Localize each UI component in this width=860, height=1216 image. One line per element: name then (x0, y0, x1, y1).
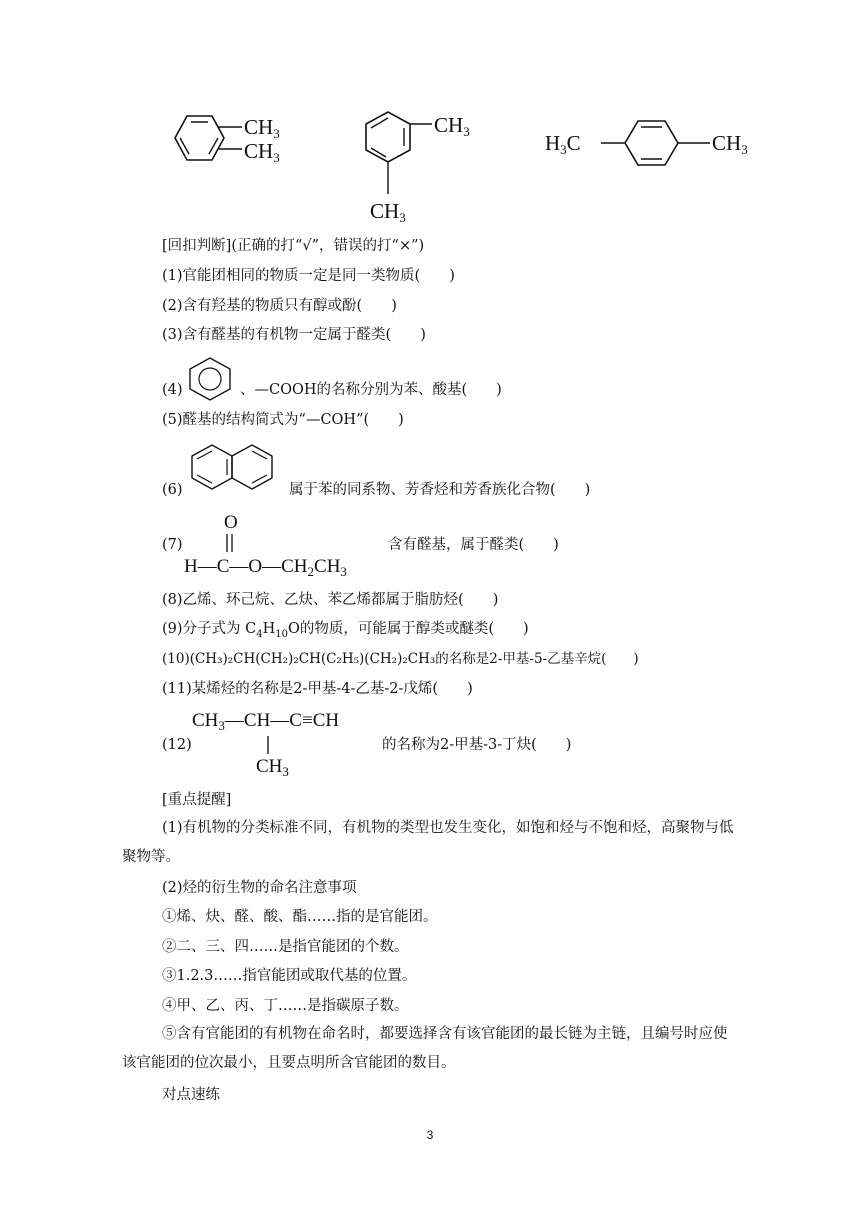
question-9: (9)分子式为 $C_4H_{10}O$的物质，可能属于醇类或醚类( ) (162, 621, 529, 640)
question-4-number: (4) (162, 382, 183, 398)
reminder-para-5: ③1.2.3……指官能团或取代基的位置。 (162, 968, 417, 984)
reminder-title: [重点提醒] (162, 792, 232, 808)
svg-text:H—C—O—CH2CH3: $H—C—O—CH_2CH_3$ (184, 556, 347, 579)
question-4-text: 、—COOH的名称分别为苯、酸基( ) (240, 382, 502, 398)
question-6-number: (6) (162, 482, 183, 498)
svg-text:CH3: CH3 (370, 199, 406, 225)
reminder-para-6: ④甲、乙、丙、丁……是指碳原子数。 (162, 998, 409, 1014)
question-10: (10)(CH₃)₂CH(CH₂)₂CH(C₂H₅)(CH₂)₂CH₃的名称是2-甲基-5-乙基辛烷( ) (162, 651, 639, 667)
ortho-xylene-structure (160, 108, 310, 188)
benzene-ring-icon (186, 356, 236, 400)
question-11: (11)某烯烃的名称是2-甲基-4-乙基-2-戊烯( ) (162, 681, 473, 697)
meta-xylene-structure (350, 108, 500, 228)
question-3: (3)含有醛基的有机物一定属于醛类( ) (162, 327, 426, 343)
question-1: (1)官能团相同的物质一定是同一类物质( ) (162, 268, 455, 284)
svg-text:CH3—CH—C≡CH: $CH_3—CH—C\equiv CH$ (192, 710, 340, 733)
question-6-text: 属于苯的同系物、芳香烃和芳香族化合物( ) (289, 482, 591, 498)
practice-heading: 对点速练 (162, 1087, 220, 1103)
svg-text:CH3: CH3 (434, 113, 470, 139)
question-5: (5)醛基的结构简式为“—COH”( ) (162, 412, 404, 428)
svg-text:O: O (224, 512, 238, 533)
para-xylene-structure (545, 112, 775, 182)
svg-text:CH3: $CH_3$ (256, 756, 289, 779)
question-7-number: (7) (162, 537, 183, 553)
ethyl-formate-structure (182, 508, 392, 578)
page-number: 3 (426, 1128, 434, 1142)
question-12-text: 的名称为2-甲基-3-丁炔( ) (382, 737, 572, 753)
judgment-header: [回扣判断](正确的打“√”，错误的打“×”) (162, 238, 425, 254)
question-8: (8)乙烯、环己烷、乙炔、苯乙烯都属于脂肪烃( ) (162, 592, 499, 608)
question-2: (2)含有羟基的物质只有醇或酚( ) (162, 298, 397, 314)
reminder-para-3: ①烯、炔、醛、酸、酯……指的是官能团。 (162, 909, 438, 925)
question-7-text: 含有醛基，属于醛类( ) (388, 537, 559, 553)
svg-text:CH3: CH3 (244, 115, 280, 141)
reminder-para-7: ⑤含有官能团的有机物在命名时，都要选择含有该官能团的最长链为主链，且编号时应使该官能团的位次最小，且要点明所含官能团的数目。 (122, 1026, 728, 1071)
question-12-number: (12) (162, 737, 192, 753)
reminder-para-4: ②二、三、四……是指官能团的个数。 (162, 939, 409, 955)
methylbutyne-structure (190, 706, 390, 780)
naphthalene-structure-icon (188, 442, 288, 498)
svg-text:CH3: CH3 (244, 139, 280, 165)
reminder-para-2: (2)烃的衍生物的命名注意事项 (162, 880, 357, 896)
svg-text:H3C: H3C (545, 131, 581, 157)
svg-text:CH3: CH3 (712, 131, 748, 157)
reminder-para-1: (1)有机物的分类标准不同，有机物的类型也发生变化，如饱和烃与不饱和烃，高聚物与低聚物等。 (122, 820, 734, 865)
